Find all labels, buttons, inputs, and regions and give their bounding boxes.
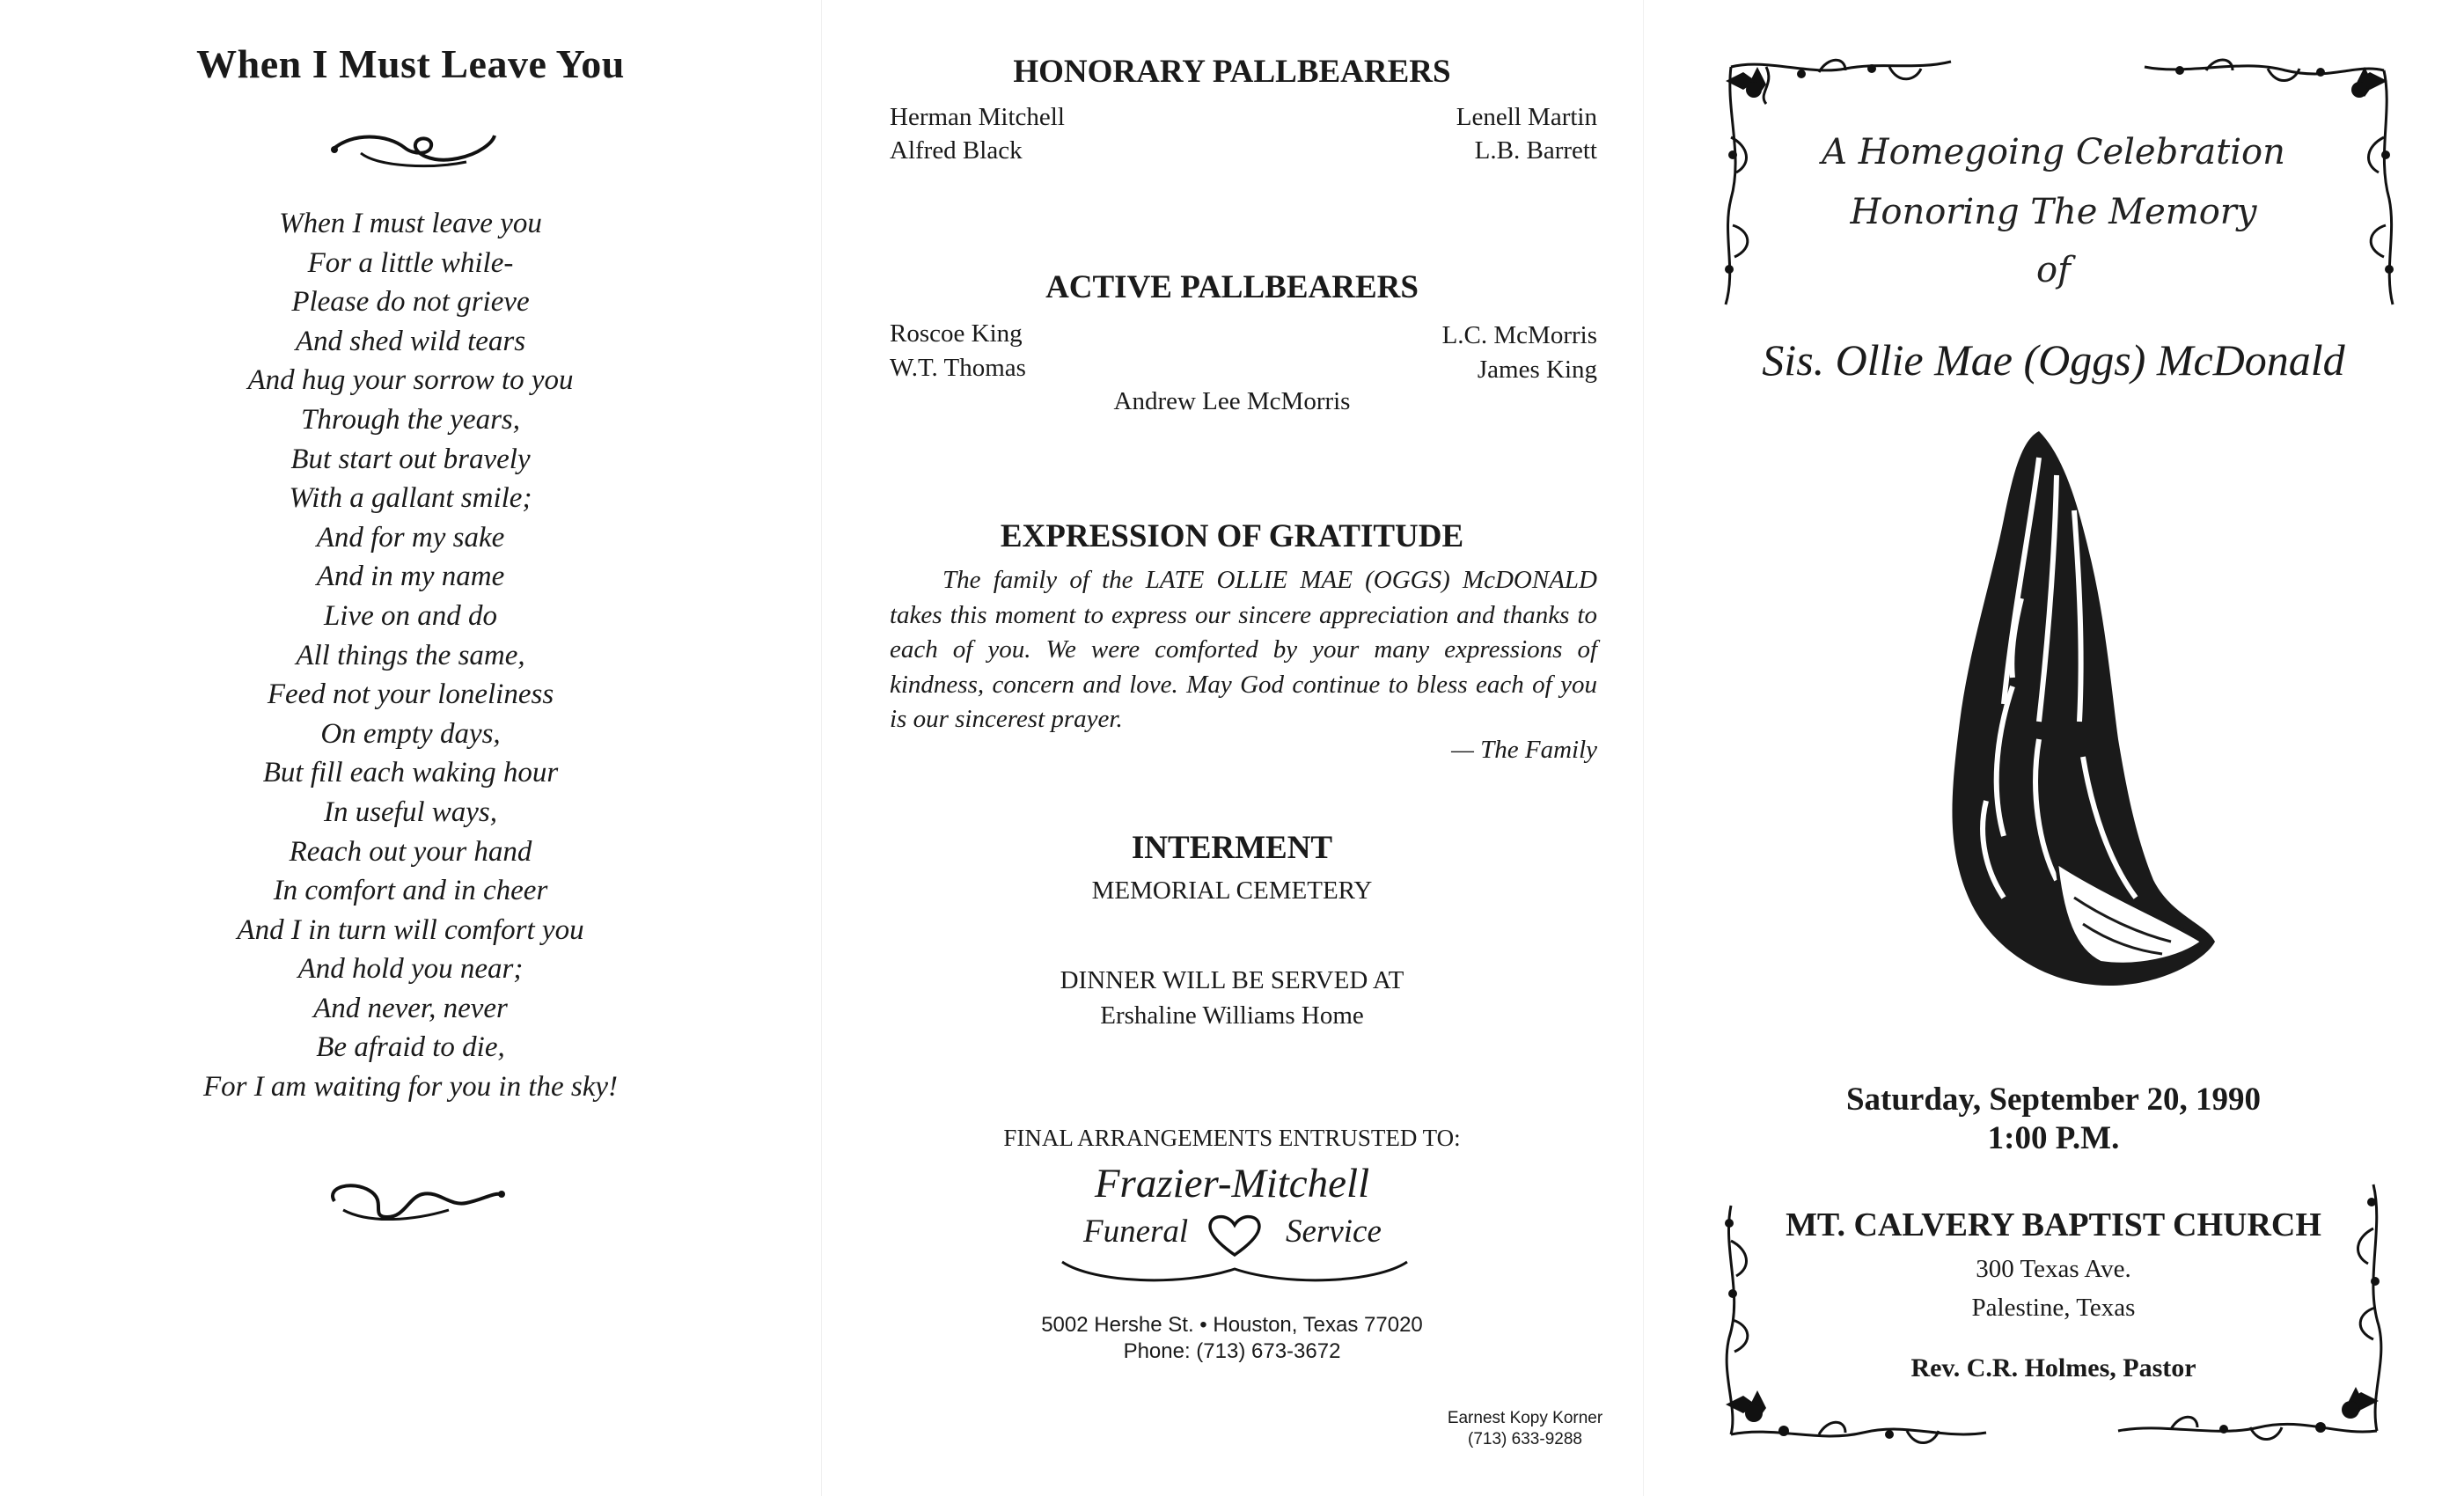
poem-line: Live on and do xyxy=(323,599,498,632)
poem-line: Be afraid to die, xyxy=(316,1031,505,1064)
funeral-home-phone: Phone: (713) 673-3672 xyxy=(1123,1339,1341,1363)
pallbearer-name: Andrew Lee McMorris xyxy=(1113,387,1351,415)
pallbearer-name: L.B. Barrett xyxy=(1474,136,1597,165)
printer-phone: (713) 633-9288 xyxy=(1468,1430,1582,1448)
interment-place: MEMORIAL CEMETERY xyxy=(1091,876,1373,905)
church-city: Palestine, Texas xyxy=(1971,1294,2136,1322)
funeral-home-sub: Funeral xyxy=(1083,1214,1189,1250)
deceased-name: Sis. Ollie Mae (Oggs) McDonald xyxy=(1762,335,2345,385)
active-title: ACTIVE PALLBEARERS xyxy=(1045,269,1419,305)
poem-line: For a little while- xyxy=(307,246,514,279)
poem-line: On empty days, xyxy=(320,717,501,750)
poem-line: In useful ways, xyxy=(323,796,498,828)
poem-text xyxy=(0,204,821,1107)
heart-icon xyxy=(1206,1213,1264,1258)
poem-line: And hug your sorrow to you xyxy=(247,364,574,397)
arrangements-heading: FINAL ARRANGEMENTS ENTRUSTED TO: xyxy=(1003,1125,1461,1151)
poem-line: In comfort and in cheer xyxy=(273,875,548,907)
poem-line: Feed not your loneliness xyxy=(267,678,554,711)
dinner-heading: DINNER WILL BE SERVED AT xyxy=(1060,966,1404,994)
funeral-home-sub: Service xyxy=(1286,1214,1382,1250)
gratitude-signoff: — The Family xyxy=(1451,736,1597,764)
poem-line: But start out bravely xyxy=(290,443,531,475)
poem-line: When I must leave you xyxy=(279,208,542,239)
poem-line: Through the years, xyxy=(300,403,520,436)
interment-title: INTERMENT xyxy=(1131,830,1333,866)
poem-line: And hold you near; xyxy=(297,953,524,986)
cover-heading-line: of xyxy=(2036,250,2071,290)
poem-panel xyxy=(0,0,821,1496)
pallbearer-name: James King xyxy=(1477,356,1597,384)
poem-line: And I in turn will comfort you xyxy=(237,913,584,946)
funeral-home-address: 5002 Hershe St. • Houston, Texas 77020 xyxy=(1041,1313,1423,1337)
honorary-title: HONORARY PALLBEARERS xyxy=(1013,54,1451,90)
pallbearer-name: Alfred Black xyxy=(890,136,1023,165)
gratitude-title: EXPRESSION OF GRATITUDE xyxy=(1000,518,1464,554)
funeral-home-name: Frazier-Mitchell xyxy=(1094,1161,1370,1206)
cover-heading-line: A Homegoing Celebration xyxy=(1822,132,2285,172)
poem-line: Please do not grieve xyxy=(291,286,530,319)
church-name: MT. CALVERY BAPTIST CHURCH xyxy=(1786,1206,2321,1243)
praying-hands-icon xyxy=(1907,422,2224,1003)
scroll-flourish-icon xyxy=(317,1175,510,1228)
dinner-location: Ershaline Williams Home xyxy=(1100,1001,1364,1030)
poem-line: But fill each waking hour xyxy=(262,757,559,789)
cover-heading-line: Honoring The Memory xyxy=(1850,192,2257,232)
poem-line: And for my sake xyxy=(316,521,505,554)
church-address: 300 Texas Ave. xyxy=(1976,1255,2131,1283)
cover-panel xyxy=(1643,0,2464,1496)
scroll-flourish-icon xyxy=(1059,1257,1411,1292)
pastor-name: Rev. C.R. Holmes, Pastor xyxy=(1910,1353,2196,1382)
poem-line: All things the same, xyxy=(296,639,525,671)
poem-line: With a gallant smile; xyxy=(289,482,532,515)
pallbearer-name: Roscoe King xyxy=(890,319,1023,348)
service-time: 1:00 P.M. xyxy=(1987,1120,2120,1156)
gratitude-text: The family of the LATE OLLIE MAE (OGGS) McDONALD takes this moment to express our sincere appreciation and thanks to each of you. We were comforted by your many expressions of kindness, concern and love. May God continue to bless each of you is our sincerest prayer. xyxy=(890,566,1597,733)
poem-line: For I am waiting for you in the sky! xyxy=(202,1071,619,1104)
pallbearer-name: L.C. McMorris xyxy=(1441,321,1597,349)
poem-line: Reach out your hand xyxy=(289,835,532,868)
printer-name: Earnest Kopy Korner xyxy=(1447,1409,1603,1427)
poem-line: And shed wild tears xyxy=(295,325,526,357)
poem-line: And in my name xyxy=(316,561,505,593)
service-details-panel xyxy=(821,0,1643,1496)
pallbearer-name: Lenell Martin xyxy=(1456,103,1597,131)
service-date: Saturday, September 20, 1990 xyxy=(1845,1082,2262,1118)
poem-title: When I Must Leave You xyxy=(196,41,625,86)
poem-line: And never, never xyxy=(313,992,508,1024)
pallbearer-name: W.T. Thomas xyxy=(890,354,1026,382)
scroll-flourish-icon xyxy=(326,123,502,176)
pallbearer-name: Herman Mitchell xyxy=(890,103,1065,131)
